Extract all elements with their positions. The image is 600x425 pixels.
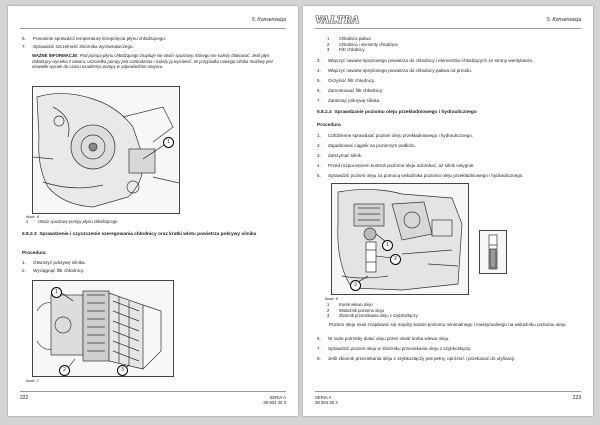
step-number: 7. <box>317 98 321 103</box>
step-number: 2. <box>22 268 26 273</box>
callout-2: 2 <box>390 254 401 265</box>
step-number: 4. <box>317 163 321 168</box>
important-note <box>32 53 280 70</box>
page-number: 222 <box>20 395 29 401</box>
step-text: Oczyścić filtr chłodnicy. <box>328 78 376 83</box>
step-text: Zaparkować ciągnik na poziomym podłożu. <box>328 143 416 148</box>
step-text: W razie potrzeby dolać oleju przez otwór korka wlewu oleju. <box>328 336 450 341</box>
step-number: 5. <box>317 173 321 178</box>
legend-text: Chłodnica i elementy chłodzące <box>339 41 398 47</box>
figure-8-illustration <box>331 183 469 295</box>
step-number: 6. <box>317 88 321 93</box>
step-text: Włączyć nawiew sprężonego powietrza do chłodnicy i elementów chłodzących ze strony wentylatora. <box>328 58 534 63</box>
step-number: 3. <box>317 153 321 158</box>
footer-series <box>315 395 338 405</box>
series-name: SERIA A <box>315 395 332 400</box>
figure-6-illustration <box>32 86 180 214</box>
right-page-header <box>315 14 581 29</box>
procedure-heading: Procedura <box>22 251 46 256</box>
legend-text: Filtr chłodnicy <box>339 47 365 52</box>
legend-text: Chłodnica paliwa <box>339 36 371 41</box>
document-code: 39 904 30 3 <box>315 400 338 405</box>
legend-number: 2 <box>327 41 330 47</box>
left-page-header <box>20 14 286 29</box>
footer-series <box>263 395 286 405</box>
figure-6-legend <box>26 219 266 225</box>
left-page <box>8 6 298 416</box>
step-number: 4. <box>317 68 321 73</box>
right-page-footer <box>315 391 581 408</box>
step-text: Zamontować filtr chłodnicy. <box>328 88 384 93</box>
section-number: 5.8.2.4 <box>317 110 332 115</box>
callout-1: 1 <box>51 287 62 298</box>
legend-number: 3 <box>327 47 330 52</box>
callout-3: 3 <box>350 280 361 291</box>
legend-number: 2 <box>327 307 330 313</box>
step-number: 3. <box>317 58 321 63</box>
step-text: Cofdzienne sprawdzać poziom oleju przekładniowego i hydraulicznego. <box>328 133 474 138</box>
figure-8-legend <box>327 302 567 320</box>
pump-drawing <box>33 87 179 213</box>
legend-number: 3 <box>327 313 330 318</box>
step-text: Sprawdzić szczelność zbiornika wyrównawczego. <box>33 44 134 49</box>
callout-2: 2 <box>59 365 70 376</box>
step-text: Jeśli zbiornik przeciekania oleju z szybkozłączy jest pełny, opróżnić i przekazać do utylizacji. <box>328 356 516 361</box>
legend-number: 1 <box>327 36 330 41</box>
legend-number: 1 <box>327 302 330 307</box>
step-text: Włączyć nawiew sprężonego powietrza do chłodnicy paliwa od przodu. <box>328 68 473 73</box>
figure-6-caption: Ilustr. 6 <box>26 214 39 219</box>
page-number: 223 <box>572 395 581 401</box>
header-section-title: 5. Konserwacja <box>546 17 581 23</box>
section-5-8-2-3-heading <box>22 232 284 238</box>
section-number: 5.8.2.3 <box>22 232 37 237</box>
step-number: 8. <box>317 356 321 361</box>
transmission-drawing <box>332 184 468 294</box>
series-name: SERIA A <box>269 395 286 400</box>
callout-1: 1 <box>382 240 393 251</box>
legend-text: Otwór spustowy pompy płynu chłodzącego <box>38 219 118 224</box>
step-text: Zamknąć pokrywę silnika. <box>328 98 381 103</box>
oil-level-gauge-inset <box>479 230 507 274</box>
step-number: 6. <box>22 36 26 41</box>
section-5-8-2-4-heading <box>317 110 579 116</box>
figure-7-caption: Ilustr. 7 <box>26 378 39 383</box>
figure-8-caption: Ilustr. 8 <box>325 296 338 301</box>
legend-number: 1 <box>26 219 29 224</box>
step-number: 7. <box>22 44 26 49</box>
callout-3: 3 <box>117 365 128 376</box>
oil-level-paragraph: Poziom oleju musi znajdować się między liniami poziomu minimalnego i maksymalnego na wskaźniku poziomu oleju. <box>329 322 567 327</box>
step-number: 5. <box>317 78 321 83</box>
step-text: Sprawdzić poziom oleju za pomocą wskaźnika poziomu oleju przekładniowego i hydraulicznego. <box>328 173 524 178</box>
step-text: Otworzyć pokrywę silnika. <box>33 260 86 265</box>
step-number: 7. <box>317 346 321 351</box>
step-text: Przed rozpoczęciem kontroli poziomu oleju odczekać, aż silnik ostygnie. <box>328 163 475 168</box>
left-page-footer <box>20 391 286 408</box>
step-number: 2. <box>317 143 321 148</box>
step-number: 1. <box>22 260 26 265</box>
section-title: Sprawdzanie poziomu oleju przekładniowego i hydraulicznego <box>334 110 477 115</box>
legend-text: Wskaźnik poziomu oleju <box>339 307 384 313</box>
figure-7-illustration <box>32 280 174 377</box>
section-title: Sprawdzenie i czyszczenie szeregowania chłodnicy oraz kratki wlotu powietrza pokrywy silnika <box>39 232 257 237</box>
step-text: Zatrzymać silnik. <box>328 153 363 158</box>
legend-text: Zbiornik przeciekania oleju z szybkozłączy <box>339 313 418 318</box>
figure-7-legend <box>327 36 567 56</box>
legend-text: Korek wlewu oleju <box>339 302 373 307</box>
step-text: Wyciągnąć filtr chłodnicy. <box>33 268 85 273</box>
legend-item <box>327 47 567 53</box>
note-label: WAŻNE INFORMACJE: <box>32 53 79 58</box>
callout-1: 1 <box>163 137 174 148</box>
step-number: 6. <box>317 336 321 341</box>
procedure-heading: Procedura <box>317 123 341 128</box>
header-section-title: 5. Konserwacja <box>251 17 286 23</box>
note-text: Pod pompą płynu chłodzącego znajduje się otwór spustowy, którego nie należy blokować. Jeśli płyn chłodzący wycieka z otworu, uszczelka pompy jest uszkodzona i należy ją wymienić. W przypadku nowego silnika możliwy jest niewielki wyciek do czasu osadzenia pompy w odpowiednim miejscu. <box>32 53 273 70</box>
step-text: Sprawdzić poziom oleju w zbiorniku przeciekania oleju z szybkozłączy. <box>328 346 472 351</box>
document-code: 39 904 30 3 <box>263 400 286 405</box>
step-text: Ponownie sprawdzić temperaturę krzepnięcia płynu chłodzącego. <box>33 36 167 41</box>
gauge-drawing <box>480 231 506 273</box>
step-number: 1. <box>317 133 321 138</box>
right-page <box>303 6 593 416</box>
legend-item <box>327 313 567 319</box>
valtra-logo: VALTRA <box>315 14 360 26</box>
